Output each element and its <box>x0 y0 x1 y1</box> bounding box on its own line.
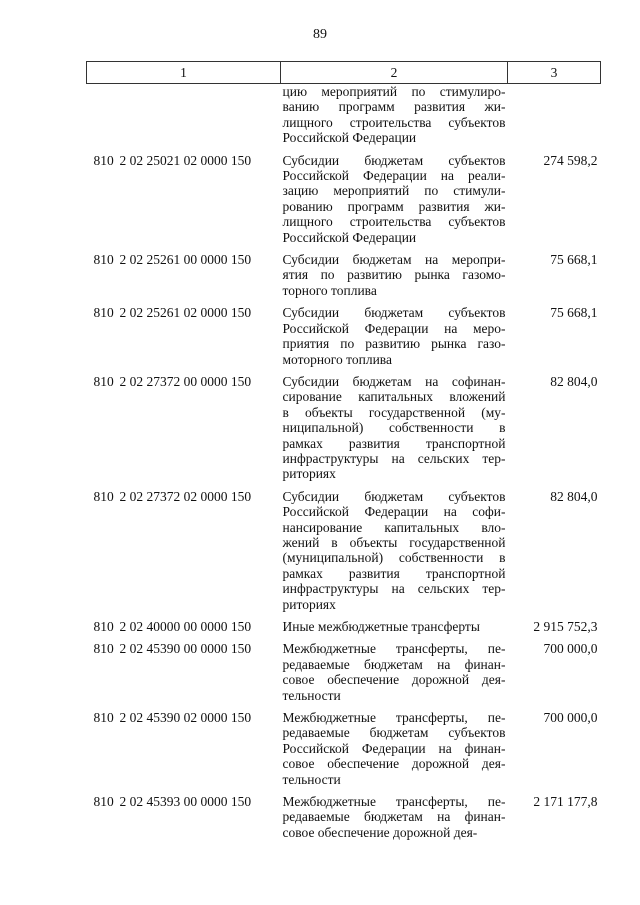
amount-cell: 75 668,1 <box>550 252 598 268</box>
continuation-amount-cell <box>508 84 601 153</box>
table-row <box>87 489 601 619</box>
amount-cell: 2 915 752,3 <box>533 619 598 634</box>
name-line: совое обеспечение дорожной дея- <box>282 756 506 772</box>
name-line: инфраструктуры на сельских тер- <box>282 581 506 597</box>
name-line: Российской Федерации <box>282 229 417 245</box>
name-line: приятия по развитию рынка газо- <box>282 336 506 352</box>
name-line: Межбюджетные трансферты, пе- <box>282 710 506 726</box>
name-line: совое обеспечение дорожной дея- <box>282 824 478 840</box>
continuation-code-cell <box>87 84 281 153</box>
name-cell <box>281 710 508 794</box>
amount-cell: 82 804,0 <box>550 373 598 389</box>
admin-code: 810 <box>93 794 114 810</box>
table-header-row <box>87 62 601 84</box>
revenue-code: 2 02 45390 02 0000 150 <box>119 710 252 726</box>
admin-code: 810 <box>93 641 114 657</box>
name-line: Субсидии бюджетам субъектов <box>282 305 506 321</box>
table-row <box>87 794 601 847</box>
table-row <box>87 252 601 305</box>
amount-cell: 274 598,2 <box>543 152 598 168</box>
name-line: моторного топлива <box>282 351 392 367</box>
name-line: совое обеспечение дорожной дея- <box>282 672 506 688</box>
name-line: сирование капитальных вложений <box>282 389 506 405</box>
revenue-code: 2 02 45393 00 0000 150 <box>119 794 252 810</box>
continuation-name-cell <box>281 84 508 153</box>
name-line: редаваемые бюджетам на финан- <box>282 809 506 825</box>
name-line: редаваемые бюджетам на финан- <box>282 656 506 672</box>
page-number: 89 <box>313 27 327 42</box>
name-line: Российской Федерации на меро- <box>282 320 506 336</box>
column-header-3: 3 <box>508 62 601 84</box>
code-cell <box>87 489 281 619</box>
revenue-code: 2 02 45390 00 0000 150 <box>119 641 252 657</box>
name-line: Субсидии бюджетам на софинан- <box>282 373 506 389</box>
name-line: рамках развития транспортной <box>282 435 506 451</box>
name-line: Иные межбюджетные трансферты <box>282 619 480 634</box>
admin-code: 810 <box>93 619 114 634</box>
name-line: Межбюджетные трансферты, пе- <box>282 794 506 810</box>
name-line: Субсидии бюджетам субъектов <box>282 152 506 168</box>
amount-cell: 82 804,0 <box>550 488 598 504</box>
admin-code: 810 <box>93 305 114 321</box>
table-row <box>87 641 601 710</box>
code-cell <box>87 619 281 641</box>
name-line: нансирование капитальных вло- <box>282 519 506 535</box>
name-line: ниципальной) собственности в <box>282 420 506 436</box>
continuation-row <box>87 84 601 153</box>
name-cell <box>281 374 508 489</box>
code-cell <box>87 794 281 847</box>
name-line: риториях <box>282 596 336 612</box>
table-row <box>87 305 601 374</box>
name-line: ванию программ развития жи- <box>282 99 506 115</box>
name-line: жений в объекты государственной <box>282 534 506 550</box>
admin-code: 810 <box>93 488 114 504</box>
name-line: цию мероприятий по стимулиро- <box>282 84 506 99</box>
name-line: инфраструктуры на сельских тер- <box>282 450 506 466</box>
admin-code: 810 <box>93 710 114 726</box>
name-line: тельности <box>282 687 341 703</box>
name-cell <box>281 619 508 641</box>
name-cell <box>281 489 508 619</box>
name-line: рамках развития транспортной <box>282 565 506 581</box>
name-line: лищного строительства субъектов <box>282 214 506 230</box>
name-line: Российской Федерации на софи- <box>282 504 506 520</box>
amount-cell: 700 000,0 <box>543 710 598 726</box>
admin-code: 810 <box>93 152 114 168</box>
table-body <box>87 84 601 848</box>
name-line: Российской Федерации на реали- <box>282 168 506 184</box>
table-row <box>87 619 601 641</box>
name-cell <box>281 794 508 847</box>
code-cell <box>87 252 281 305</box>
name-line: в объекты государственной (му- <box>282 404 506 420</box>
amount-cell: 75 668,1 <box>550 305 598 321</box>
budget-table <box>86 61 601 847</box>
code-cell <box>87 305 281 374</box>
revenue-code: 2 02 25021 02 0000 150 <box>119 152 252 168</box>
name-line: Межбюджетные трансферты, пе- <box>282 641 506 657</box>
revenue-code: 2 02 27372 00 0000 150 <box>119 373 252 389</box>
name-line: Субсидии бюджетам на меропри- <box>282 252 506 268</box>
admin-code: 810 <box>93 373 114 389</box>
table-row <box>87 710 601 794</box>
name-line: (муниципальной) собственности в <box>282 550 506 566</box>
code-cell <box>87 374 281 489</box>
name-line: торного топлива <box>282 282 377 298</box>
name-cell <box>281 252 508 305</box>
name-line: Субсидии бюджетам субъектов <box>282 488 506 504</box>
name-line: лищного строительства субъектов <box>282 114 506 130</box>
column-header-1: 1 <box>87 62 281 84</box>
name-line: Российской Федерации на финан- <box>282 740 506 756</box>
admin-code: 810 <box>93 252 114 268</box>
table-row <box>87 374 601 489</box>
name-line: Российской Федерации <box>282 130 417 146</box>
revenue-code: 2 02 40000 00 0000 150 <box>119 619 252 634</box>
name-line: риториях <box>282 466 336 482</box>
name-line: редаваемые бюджетам субъектов <box>282 725 506 741</box>
name-line: тельности <box>282 771 341 787</box>
code-cell <box>87 710 281 794</box>
revenue-code: 2 02 25261 02 0000 150 <box>119 305 252 321</box>
name-cell <box>281 153 508 252</box>
column-header-2: 2 <box>281 62 508 84</box>
code-cell <box>87 153 281 252</box>
table-row <box>87 153 601 252</box>
amount-cell: 700 000,0 <box>543 641 598 657</box>
name-line: ятия по развитию рынка газомо- <box>282 267 506 283</box>
amount-cell: 2 171 177,8 <box>533 794 598 810</box>
name-cell <box>281 305 508 374</box>
name-cell <box>281 641 508 710</box>
revenue-code: 2 02 27372 02 0000 150 <box>119 488 252 504</box>
name-line: зацию мероприятий по стимули- <box>282 183 506 199</box>
code-cell <box>87 641 281 710</box>
name-line: рованию программ развития жи- <box>282 198 506 214</box>
revenue-code: 2 02 25261 00 0000 150 <box>119 252 252 268</box>
